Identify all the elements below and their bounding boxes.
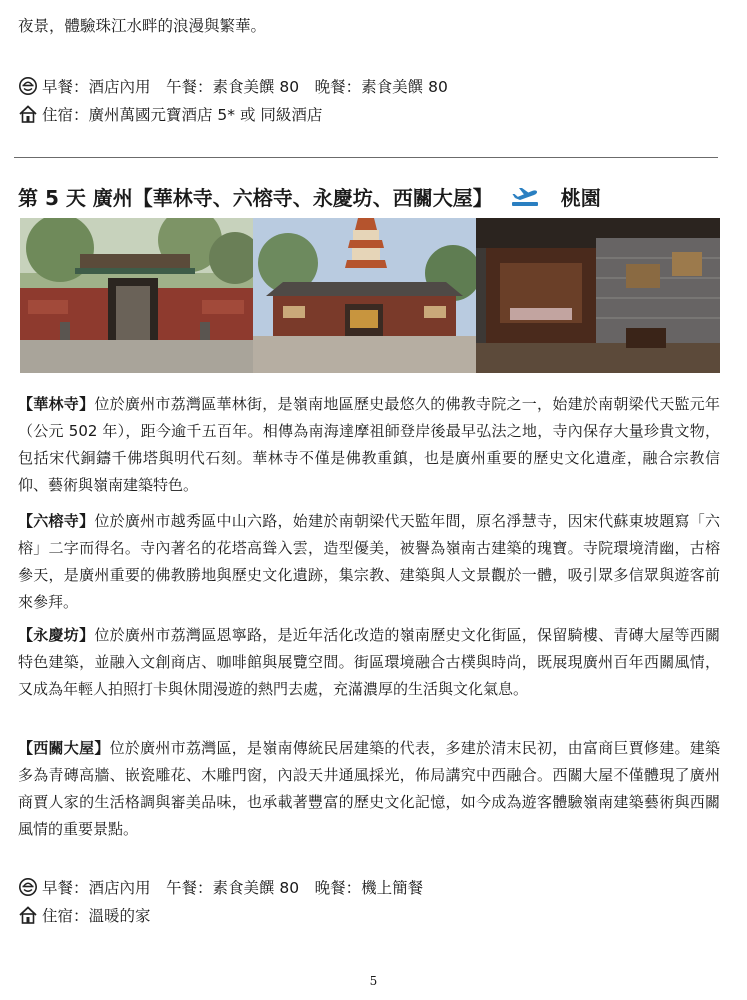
day-title-text: 第 5 天 廣州【華林寺、六榕寺、永慶坊、西關大屋】 xyxy=(18,186,493,210)
airplane-icon xyxy=(510,185,540,209)
meal-icon xyxy=(18,877,38,897)
meals-text: 早餐：酒店內用 午餐：素食美饌 80 晚餐：素食美饌 80 xyxy=(42,78,448,96)
day-title xyxy=(18,183,601,213)
meals-line-day5 xyxy=(18,876,729,900)
destination-text: 桃園 xyxy=(560,186,601,210)
hotel-text: 住宿：廣州萬國元寶酒店 5* 或 同級酒店 xyxy=(42,106,323,124)
hotel-text: 住宿：溫暖的家 xyxy=(42,907,151,925)
section-yongqing-fang xyxy=(18,622,720,730)
hotel-line-day5 xyxy=(18,904,729,928)
section-liurong-temple xyxy=(18,508,720,616)
hotel-icon xyxy=(18,905,38,925)
section-xiguan-house xyxy=(18,735,720,843)
section-divider xyxy=(14,157,718,158)
temple-gate-photo xyxy=(20,218,253,373)
page-number: 5 xyxy=(369,974,378,988)
section-hualin-temple xyxy=(18,391,720,499)
intro-text-tail: 夜景，體驗珠江水畔的浪漫與繁華。 xyxy=(18,17,267,35)
meal-icon xyxy=(18,76,38,96)
xiguan-interior-photo xyxy=(476,218,720,373)
hotel-line-day4 xyxy=(18,103,729,127)
day-photos xyxy=(20,218,720,373)
section-body: 位於廣州市越秀區中山六路，始建於南朝梁代天監年間，原名淨慧寺，因宋代蘇東坡題寫「六榕」二字而得名。寺內著名的花塔高聳入雲，造型優美，被譽為嶺南古建築的瑰寶。寺院環境清幽，古榕參天，是廣州重要的佛教勝地與歷史文化遺跡，集宗教、建築與人文景觀於一體，吸引眾多信眾與遊客前來參拜。 xyxy=(18,512,720,611)
section-body: 位於廣州市荔灣區，是嶺南傳統民居建築的代表，多建於清末民初，由富商巨賈修建。建築多為青磚高牆、嵌瓷雕花、木雕門窗，內設天井通風採光，佈局講究中西融合。西關大屋不僅體現了廣州商賈人家的生活格調與審美品味，也承載著豐富的歷史文化記憶，如今成為遊客體驗嶺南建築藝術與西關風情的重要景點。 xyxy=(18,739,720,838)
meals-line-day4 xyxy=(18,75,729,99)
section-heading: 【六榕寺】 xyxy=(18,512,95,530)
pagoda-temple-photo xyxy=(253,218,476,373)
section-heading: 【永慶坊】 xyxy=(18,626,95,644)
hotel-icon xyxy=(18,104,38,124)
section-heading: 【西關大屋】 xyxy=(18,739,110,757)
section-body: 位於廣州市荔灣區華林街，是嶺南地區歷史最悠久的佛教寺院之一，始建於南朝梁代天監元年（公元 502 年），距今逾千五百年。相傳為南海達摩祖師登岸後最早弘法之地，寺內保存大量珍貴文物，包括宋代銅鑄千佛塔與明代石刻。華林寺不僅是佛教重鎮，也是廣州重要的歷史文化遺產，融合宗教信仰、藝術與嶺南建築特色。 xyxy=(18,395,720,494)
section-body: 位於廣州市荔灣區恩寧路，是近年活化改造的嶺南歷史文化街區，保留騎樓、青磚大屋等西關特色建築，並融入文創商店、咖啡館與展覽空間。街區環境融合古樸與時尚，既展現廣州百年西關風情，又成為年輕人拍照打卡與休閒漫遊的熱門去處，充滿濃厚的生活與文化氣息。 xyxy=(18,626,720,698)
section-heading: 【華林寺】 xyxy=(18,395,95,413)
meals-text: 早餐：酒店內用 午餐：素食美饌 80 晚餐：機上簡餐 xyxy=(42,879,424,897)
